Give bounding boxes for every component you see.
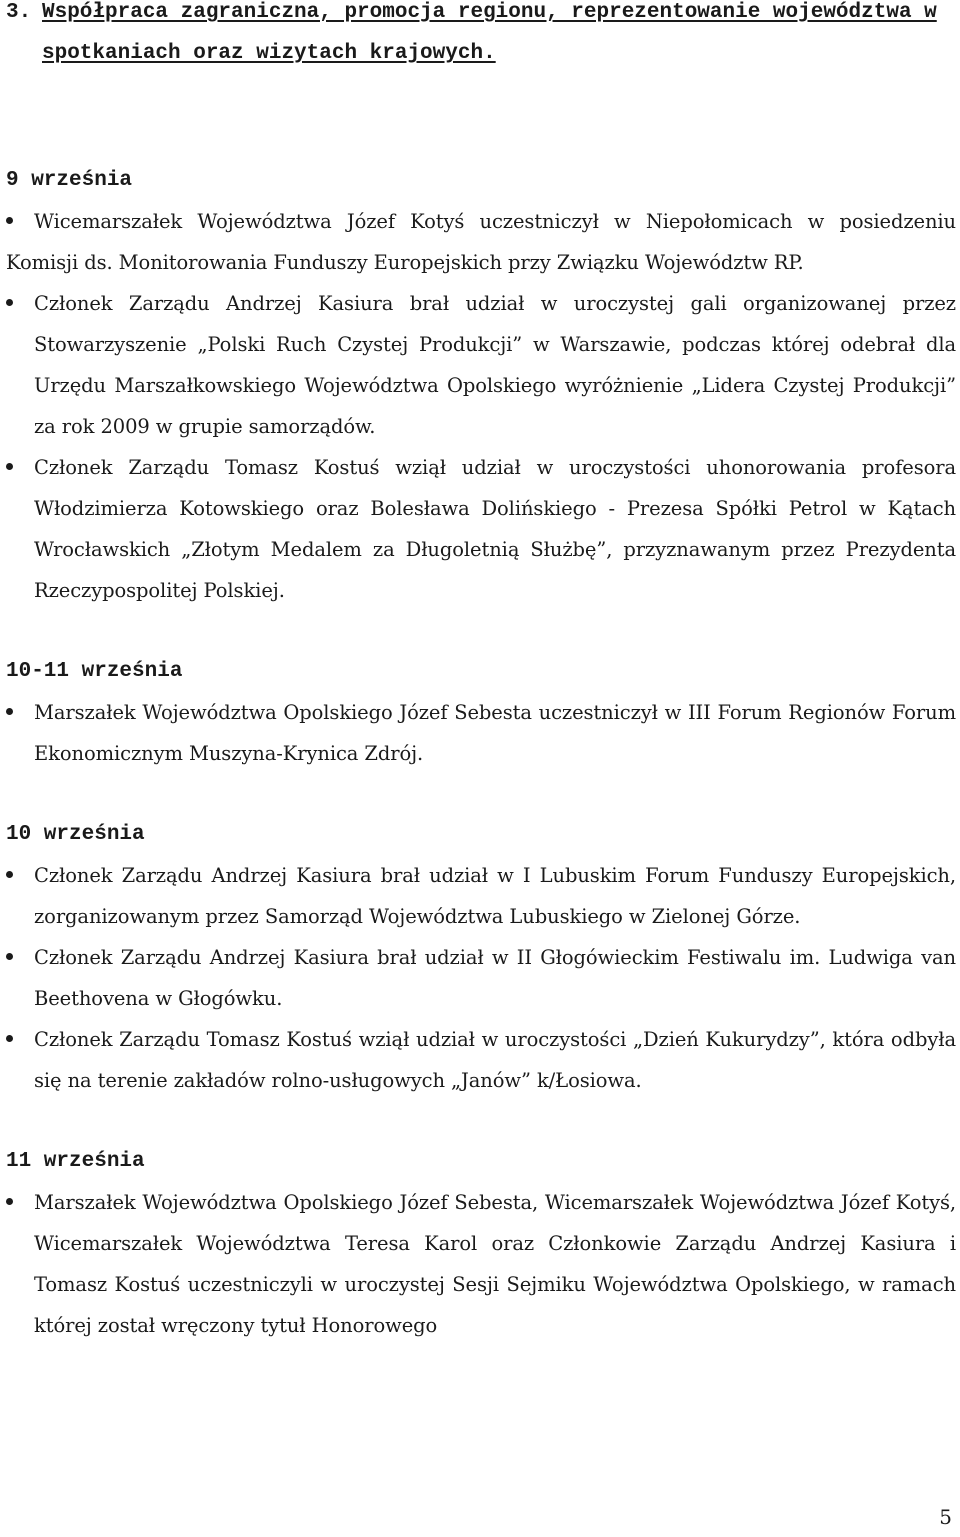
- entry-9-wrzesnia: [6, 160, 956, 611]
- entry-date: 10-11 września: [6, 660, 183, 683]
- bullet-icon: [6, 708, 13, 715]
- bullet-icon: [6, 217, 13, 224]
- list-item-text: Wicemarszałek Województwa Józef Kotyś uczestniczył w Niepołomicach w posiedzeniu Komisji ds. Monitorowania Funduszy Europejskich przy Związku Województw RP.: [6, 210, 956, 274]
- section-heading: [6, 0, 956, 74]
- list-item-text: Członek Zarządu Andrzej Kasiura brał udział w uroczystej gali organizowanej przez Stowarzyszenie „Polski Ruch Czystej Produkcji” w Warszawie, podczas której odebrał dla Urzędu Marszałkowskiego Województwa Opolskiego wyróżnienie „Lidera Czystej Produkcji” za rok 2009 w grupie samorządów.: [34, 292, 956, 438]
- list-item-text: Członek Zarządu Andrzej Kasiura brał udział w II Głogówieckim Festiwalu im. Ludwiga van Beethovena w Głogówku.: [34, 946, 956, 1010]
- list-item-text: Członek Zarządu Tomasz Kostuś wziął udział w uroczystości „Dzień Kukurydzy”, która odbyła się na terenie zakładów rolno-usługowych „Janów” k/Łosiowa.: [34, 1028, 956, 1092]
- entry-11-wrzesnia: [6, 1141, 956, 1346]
- entry-10-wrzesnia: [6, 814, 956, 1101]
- entry-10-11-wrzesnia: [6, 651, 956, 774]
- section-title: Współpraca zagraniczna, promocja regionu, reprezentowanie województwa w spotkaniach oraz wizytach krajowych.: [42, 1, 937, 65]
- list-item: [6, 283, 956, 447]
- entry-items: [6, 201, 956, 611]
- entry-items: [6, 855, 956, 1101]
- list-item: [6, 201, 956, 283]
- entry-date: 11 września: [6, 1150, 145, 1173]
- page-number: 5: [939, 1505, 952, 1529]
- list-item: [6, 855, 956, 937]
- list-item: [6, 447, 956, 611]
- entry-items: [6, 692, 956, 774]
- list-item: [6, 1182, 956, 1346]
- bullet-icon: [6, 463, 13, 470]
- bullet-icon: [6, 1198, 13, 1205]
- list-item: [6, 692, 956, 774]
- list-item-text: Członek Zarządu Tomasz Kostuś wziął udział w uroczystości uhonorowania profesora Włodzimierza Kotowskiego oraz Bolesława Dolińskiego - Prezesa Spółki Petrol w Kątach Wrocławskich „Złotym Medalem za Długoletnią Służbę”, przyznawanym przez Prezydenta Rzeczypospolitej Polskiej.: [34, 456, 956, 602]
- document-page: [6, 0, 956, 1346]
- list-item: [6, 937, 956, 1019]
- list-item-text: Członek Zarządu Andrzej Kasiura brał udział w I Lubuskim Forum Funduszy Europejskich, zorganizowanym przez Samorząd Województwa Lubuskiego w Zielonej Górze.: [34, 864, 956, 928]
- bullet-icon: [6, 871, 13, 878]
- list-item-text: Marszałek Województwa Opolskiego Józef Sebesta uczestniczył w III Forum Regionów Forum Ekonomicznym Muszyna-Krynica Zdrój.: [34, 701, 956, 765]
- section-number: 3.: [6, 1, 32, 24]
- bullet-icon: [6, 953, 13, 960]
- bullet-icon: [6, 299, 13, 306]
- entry-date: 9 września: [6, 169, 133, 192]
- entry-items: [6, 1182, 956, 1346]
- bullet-icon: [6, 1035, 13, 1042]
- list-item: [6, 1019, 956, 1101]
- entry-date: 10 września: [6, 823, 145, 846]
- list-item-text: Marszałek Województwa Opolskiego Józef Sebesta, Wicemarszałek Województwa Józef Kotyś, Wicemarszałek Województwa Teresa Karol oraz Członkowie Zarządu Andrzej Kasiura i Tomasz Kostuś uczestniczyli w uroczystej Sesji Sejmiku Województwa Opolskiego, w ramach której został wręczony tytuł Honorowego: [34, 1191, 956, 1337]
